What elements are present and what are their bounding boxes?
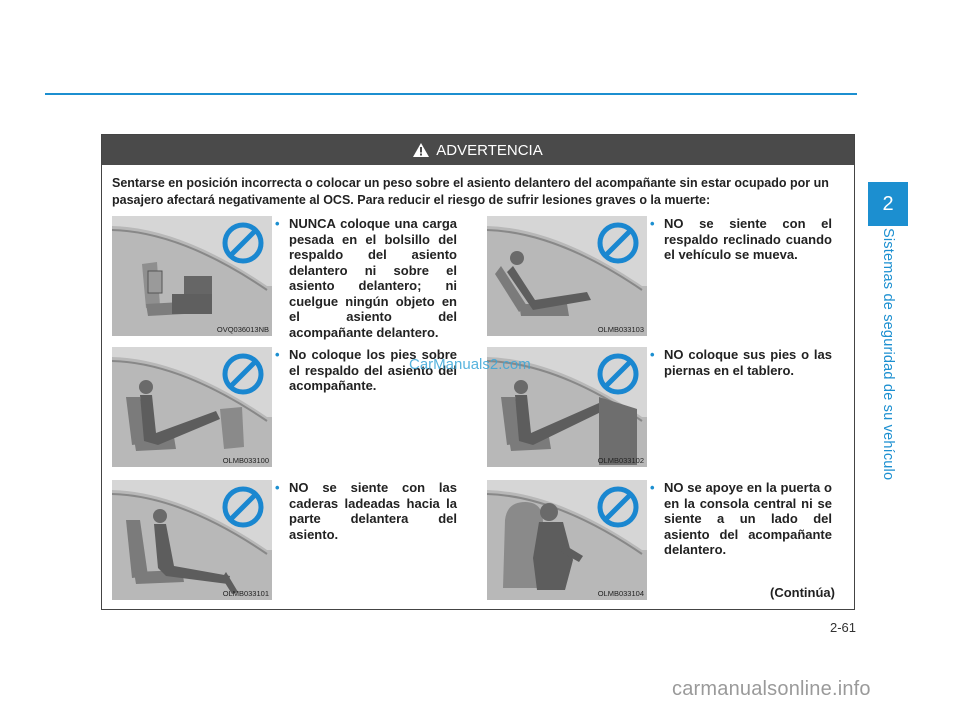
warning-header xyxy=(102,135,854,165)
no-entry-icon xyxy=(222,222,264,264)
illustration-code: OLMB033104 xyxy=(597,589,644,598)
warning-item-text: NO se siente con el respaldo reclinado cuando el vehículo se mueva. xyxy=(664,216,832,262)
warning-item-text: NO se siente con las caderas ladeadas hacia la parte delantera del asiento. xyxy=(289,480,457,542)
no-entry-icon xyxy=(597,222,639,264)
warning-intro: Sentarse en posición incorrecta o colocar un peso sobre el asiento delantero del acompañante sin estar ocupado por un pasajero afectará negativamente al OCS. Para reducir el riesgo de sufrir lesiones graves o la muerte: xyxy=(112,176,829,207)
warning-title: ADVERTENCIA xyxy=(436,141,543,159)
warning-item xyxy=(650,216,832,263)
illustration-code: OLMB033100 xyxy=(222,456,269,465)
continues-label: (Continúa) xyxy=(770,585,835,600)
illustration-reclined xyxy=(487,216,647,336)
bullet-dot-icon: • xyxy=(650,216,655,231)
illustration-code: OLMB033103 xyxy=(597,325,644,334)
bullet-dot-icon: • xyxy=(275,347,280,362)
chapter-title xyxy=(866,228,910,480)
illustration-heavy-load xyxy=(112,216,272,336)
chapter-number-tab: 2 xyxy=(868,182,908,226)
warning-item-text: No coloque los pies sobre el respaldo del asiento del acompañante. xyxy=(289,347,457,393)
bullet-dot-icon: • xyxy=(650,480,655,495)
warning-item-text: NO coloque sus pies o las piernas en el tablero. xyxy=(664,347,832,378)
illustration-code: OVQ036013NB xyxy=(216,325,269,334)
warning-item-text: NUNCA coloque una carga pesada en el bolsillo del respaldo del asiento delantero ni sobre el asiento delantero; ni cuelgue ningún objeto en el asiento del acompañante delantero. xyxy=(289,216,457,340)
warning-item xyxy=(650,480,832,558)
warning-item-text: NO se apoye en la puerta o en la consola central ni se siente a un lado del asiento del acompañante delantero. xyxy=(664,480,832,557)
watermark-inline: CarManuals2.com xyxy=(409,356,531,373)
no-entry-icon xyxy=(222,486,264,528)
illustration-leaning-door xyxy=(487,480,647,600)
warning-item xyxy=(275,216,457,340)
no-entry-icon xyxy=(597,486,639,528)
warning-item xyxy=(275,480,457,542)
watermark-footer: carmanualsonline.info xyxy=(672,678,871,700)
page-number: 2-61 xyxy=(829,620,856,635)
warning-item xyxy=(650,347,832,378)
illustration-code: OLMB033101 xyxy=(222,589,269,598)
illustration-feet-on-backrest xyxy=(112,347,272,467)
no-entry-icon xyxy=(597,353,639,395)
top-rule xyxy=(45,93,857,95)
no-entry-icon xyxy=(222,353,264,395)
chapter-title-text: Sistemas de seguridad de su vehículo xyxy=(880,227,896,481)
bullet-dot-icon: • xyxy=(275,480,280,495)
bullet-dot-icon: • xyxy=(275,216,280,231)
illustration-hips-forward xyxy=(112,480,272,600)
illustration-code: OLMB033102 xyxy=(597,456,644,465)
warning-triangle-icon xyxy=(413,143,429,157)
bullet-dot-icon: • xyxy=(650,347,655,362)
